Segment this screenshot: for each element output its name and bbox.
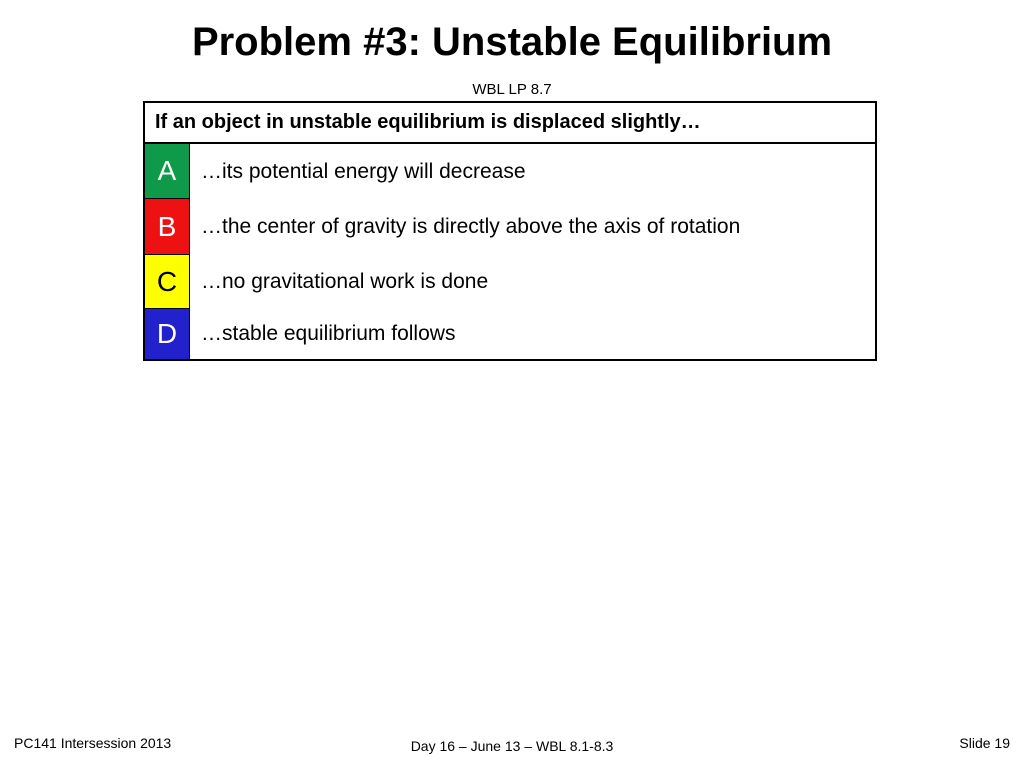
option-d-text: …stable equilibrium follows xyxy=(201,322,456,345)
option-c-text: …no gravitational work is done xyxy=(201,270,489,293)
option-a-text: …its potential energy will decrease xyxy=(201,159,526,183)
option-c-letter: C xyxy=(145,255,190,309)
option-b-letter: B xyxy=(145,199,190,255)
slide-subtitle: WBL LP 8.7 xyxy=(472,81,552,98)
quiz-table xyxy=(143,101,877,361)
footer-course: PC141 Intersession 2013 xyxy=(14,735,172,751)
option-d-row[interactable] xyxy=(145,309,875,359)
footer-date: Day 16 – June 13 – WBL 8.1-8.3 xyxy=(410,738,614,754)
option-a-letter: A xyxy=(145,144,190,199)
option-b-row[interactable] xyxy=(145,199,875,255)
quiz-question: If an object in unstable equilibrium is displaced slightly… xyxy=(145,103,875,144)
option-b-text: …the center of gravity is directly above the axis of rotation xyxy=(201,215,741,238)
option-d-letter: D xyxy=(145,309,190,359)
option-c-row[interactable] xyxy=(145,255,875,309)
slide-title: Problem #3: Unstable Equilibrium xyxy=(191,20,833,64)
footer-slide-number: Slide 19 xyxy=(959,735,1010,751)
option-a-row[interactable] xyxy=(145,144,875,199)
